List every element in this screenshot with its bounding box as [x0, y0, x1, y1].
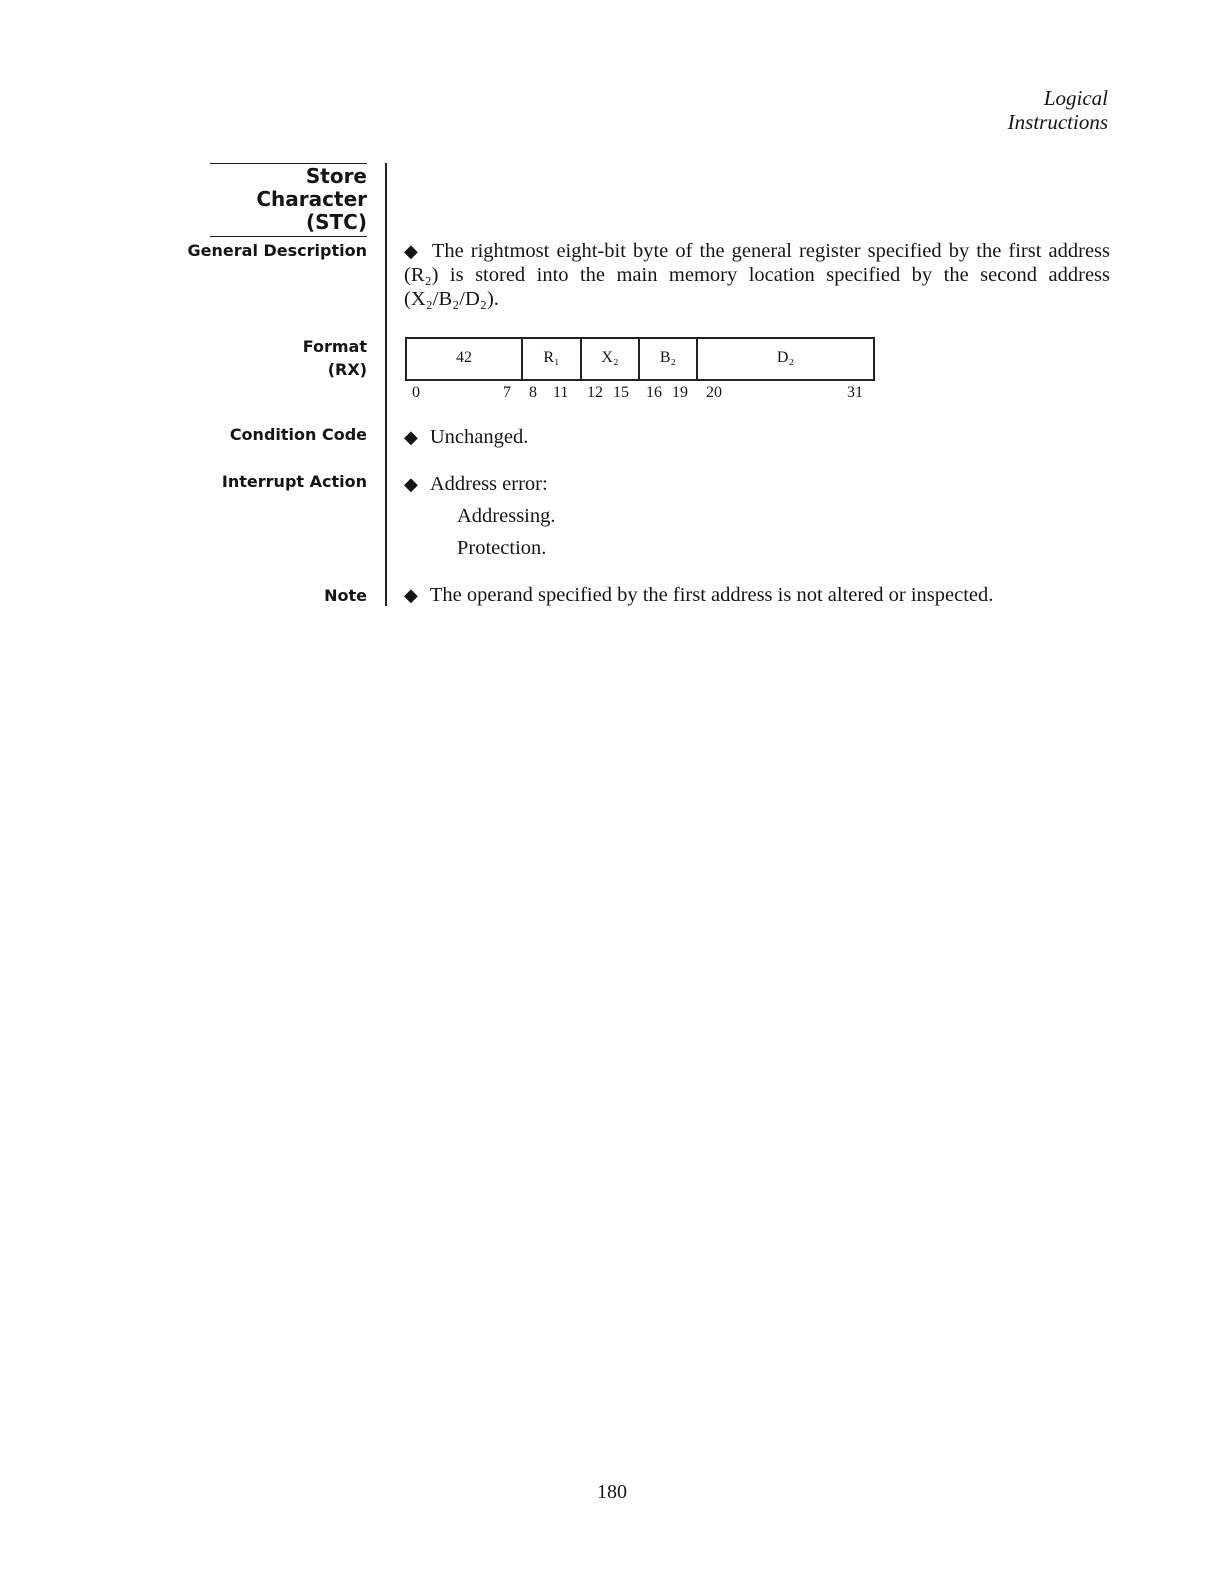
section-title-line-2: (STC) [305, 210, 367, 234]
bit-position: 16 [646, 384, 662, 401]
format-label-line-1: Format [302, 337, 367, 356]
section-title [210, 163, 367, 237]
interrupt-action-heading [404, 472, 548, 496]
instruction-format-diagram [405, 337, 875, 381]
format-label [303, 335, 367, 381]
format-label-line-2: (RX) [327, 360, 367, 379]
interrupt-action-item: Protection. [457, 537, 547, 559]
page-number: 180 [597, 1481, 627, 1503]
condition-code-text [404, 425, 528, 449]
condition-code-body: Unchanged. [429, 426, 529, 448]
condition-code-label: Condition Code [229, 425, 367, 444]
bit-position: 15 [613, 384, 629, 401]
format-field-opcode: 42 [407, 339, 523, 379]
note-text [404, 583, 993, 607]
bit-position: 8 [529, 384, 537, 401]
format-field-r1: R₁ [523, 339, 582, 379]
general-description-text [404, 239, 1110, 311]
section-title-line-1: Store Character [256, 164, 367, 211]
note-body: The operand specified by the first address is not altered or inspected. [429, 584, 994, 606]
bit-position: 31 [847, 384, 863, 401]
format-field-x2: X₂ [582, 339, 640, 379]
bit-position: 20 [706, 384, 722, 401]
bit-position: 12 [587, 384, 603, 401]
running-head-line-1: Logical [1043, 86, 1108, 110]
note-label: Note [324, 586, 367, 605]
interrupt-action-body: Address error: [429, 473, 548, 495]
running-head [1008, 86, 1108, 134]
bullet-icon: ◆ [404, 427, 418, 447]
bit-position: 0 [412, 384, 420, 401]
column-divider [385, 163, 387, 606]
format-field-d2: D₂ [776, 349, 795, 366]
interrupt-action-label: Interrupt Action [221, 472, 367, 491]
running-head-line-2: Instructions [1007, 110, 1108, 134]
general-description-label: General Description [187, 241, 367, 260]
interrupt-action-item: Addressing. [457, 505, 556, 527]
bit-position: 11 [553, 384, 569, 401]
bullet-icon: ◆ [404, 474, 418, 494]
bit-position: 7 [503, 384, 511, 401]
bullet-icon: ◆ [404, 585, 418, 605]
bullet-icon: ◆ [404, 241, 420, 261]
bit-position: 19 [672, 384, 688, 401]
general-description-body: The rightmost eight-bit byte of the general register specified by the first address (R₂) is stored into the main memory location specified by the second address (X₂/B₂/D₂). [404, 240, 1110, 310]
format-field-b2: B₂ [640, 339, 698, 379]
